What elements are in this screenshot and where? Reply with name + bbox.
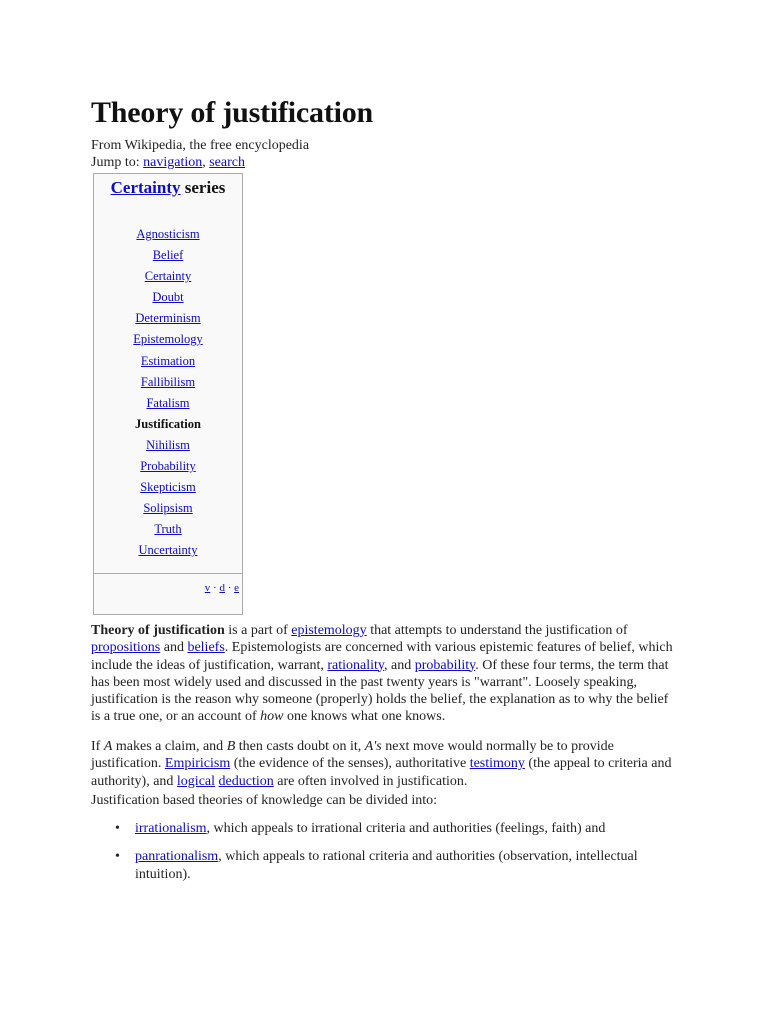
link-rationality[interactable]: rationality	[327, 657, 385, 673]
infobox-link-certainty[interactable]: Certainty	[144, 269, 192, 284]
text: (the appeal to criteria and authority), and	[91, 756, 672, 789]
infobox-link-probability[interactable]: Probability	[140, 459, 196, 474]
link-beliefs[interactable]: beliefs	[187, 640, 225, 656]
infobox-list	[94, 224, 242, 562]
bullet-glyph: •	[115, 849, 120, 865]
text: one knows what one knows.	[283, 709, 446, 725]
text: (the evidence of the senses), authoritative	[230, 756, 470, 772]
infobox-link-fallibilism[interactable]: Fallibilism	[140, 374, 196, 389]
link-propositions[interactable]: propositions	[91, 640, 161, 656]
infobox-link-uncertainty[interactable]: Uncertainty	[138, 543, 198, 558]
link-epistemology[interactable]: epistemology	[291, 623, 367, 638]
link-testimony[interactable]: testimony	[469, 756, 525, 772]
italic-how: how	[260, 709, 284, 725]
infobox-item	[94, 266, 242, 287]
infobox-item	[94, 519, 242, 540]
list-item-text: , which appeals to rational criteria and authorities (observation, intellectual intuition).	[135, 849, 638, 882]
infobox-link-nihilism[interactable]: Nihilism	[146, 437, 190, 452]
infobox-link-estimation[interactable]: Estimation	[140, 353, 196, 368]
text: . Of these four terms, the term that has been most widely used and discussed in the past twenty years is "warrant". Loosely speaking, justification is the reason why someone (properly) holds the belief, the explanation as to why the belief is a true one, or an account of	[91, 657, 669, 725]
jump-navigation-link[interactable]: navigation	[143, 155, 203, 170]
link-irrationalism[interactable]: irrationalism	[135, 821, 207, 836]
term-bold: Theory of justification	[91, 623, 225, 638]
infobox-item	[94, 372, 242, 393]
page-title: Theory of justification	[91, 96, 374, 129]
italic-a: A	[103, 739, 113, 754]
infobox-divider	[94, 573, 242, 574]
infobox-item	[94, 224, 242, 245]
link-panrationalism[interactable]: panrationalism	[135, 849, 219, 865]
jump-search-link[interactable]: search	[209, 155, 245, 170]
infobox-item	[94, 414, 242, 435]
bullet-glyph: •	[115, 821, 120, 836]
text: is a part of	[224, 623, 292, 638]
infobox-item	[94, 477, 242, 498]
text: then casts doubt on it,	[235, 739, 365, 754]
list-item-text: , which appeals to irrational criteria and authorities (feelings, faith) and	[206, 821, 606, 836]
infobox-heading	[94, 178, 242, 198]
infobox-heading-suffix: series	[180, 178, 226, 197]
infobox-item	[94, 287, 242, 308]
infobox-certainty-link[interactable]: Certainty	[110, 178, 181, 197]
link-deduction[interactable]: deduction	[218, 773, 274, 789]
infobox-link-skepticism[interactable]: Skepticism	[140, 480, 196, 495]
intro-paragraph	[91, 622, 676, 726]
discuss-template-link[interactable]: d	[219, 582, 225, 594]
infobox-item	[94, 540, 242, 561]
view-template-link[interactable]: v	[204, 582, 211, 594]
text: are often involved in justification.	[273, 773, 468, 789]
text: and	[160, 640, 188, 656]
infobox-link-doubt[interactable]: Doubt	[152, 290, 184, 305]
infobox-item	[94, 435, 242, 456]
jump-separator: ,	[202, 155, 206, 170]
jump-to-label: Jump to:	[91, 155, 140, 170]
third-paragraph: Justification based theories of knowledge can be divided into:	[91, 793, 438, 808]
tagline: From Wikipedia, the free encyclopedia	[91, 138, 310, 153]
infobox-vde-links	[205, 582, 239, 594]
link-logical[interactable]: logical	[176, 773, 216, 789]
infobox-item	[94, 308, 242, 329]
text: . Epistemologists are concerned with various epistemic features of belief, which include the ideas of justification, warrant,	[91, 640, 673, 673]
text: that attempts to understand the justification of	[366, 623, 628, 638]
infobox-item	[94, 329, 242, 350]
text: next move would normally be to provide justification.	[91, 739, 614, 772]
infobox-link-epistemology[interactable]: Epistemology	[133, 332, 203, 347]
text: makes a claim, and	[112, 739, 227, 754]
list-item	[91, 820, 676, 837]
infobox-link-determinism[interactable]: Determinism	[135, 311, 201, 326]
infobox-item	[94, 456, 242, 477]
vde-separator: ·	[213, 582, 217, 594]
infobox-link-agnosticism[interactable]: Agnosticism	[136, 227, 200, 241]
infobox-link-solipsism[interactable]: Solipsism	[143, 501, 193, 516]
link-empiricism[interactable]: Empiricism	[164, 756, 231, 772]
infobox-item	[94, 498, 242, 519]
italic-b: B	[226, 739, 236, 754]
jump-to	[91, 155, 245, 171]
certainty-series-infobox	[93, 173, 243, 615]
infobox-link-truth[interactable]: Truth	[154, 522, 182, 537]
infobox-item	[94, 351, 242, 372]
infobox-item	[94, 393, 242, 414]
italic-as: A's	[364, 739, 382, 754]
link-probability[interactable]: probability	[414, 657, 476, 673]
infobox-link-belief[interactable]: Belief	[152, 248, 184, 263]
vde-separator: ·	[227, 582, 232, 594]
infobox-item	[94, 245, 242, 266]
text: , and	[384, 657, 415, 673]
theory-list	[91, 820, 676, 894]
list-item	[91, 848, 676, 883]
infobox-link-fatalism[interactable]: Fatalism	[146, 395, 190, 410]
edit-template-link[interactable]: e	[234, 582, 239, 594]
second-paragraph	[91, 738, 676, 790]
infobox-current-justification: Justification	[135, 416, 201, 431]
text: If	[91, 739, 104, 754]
